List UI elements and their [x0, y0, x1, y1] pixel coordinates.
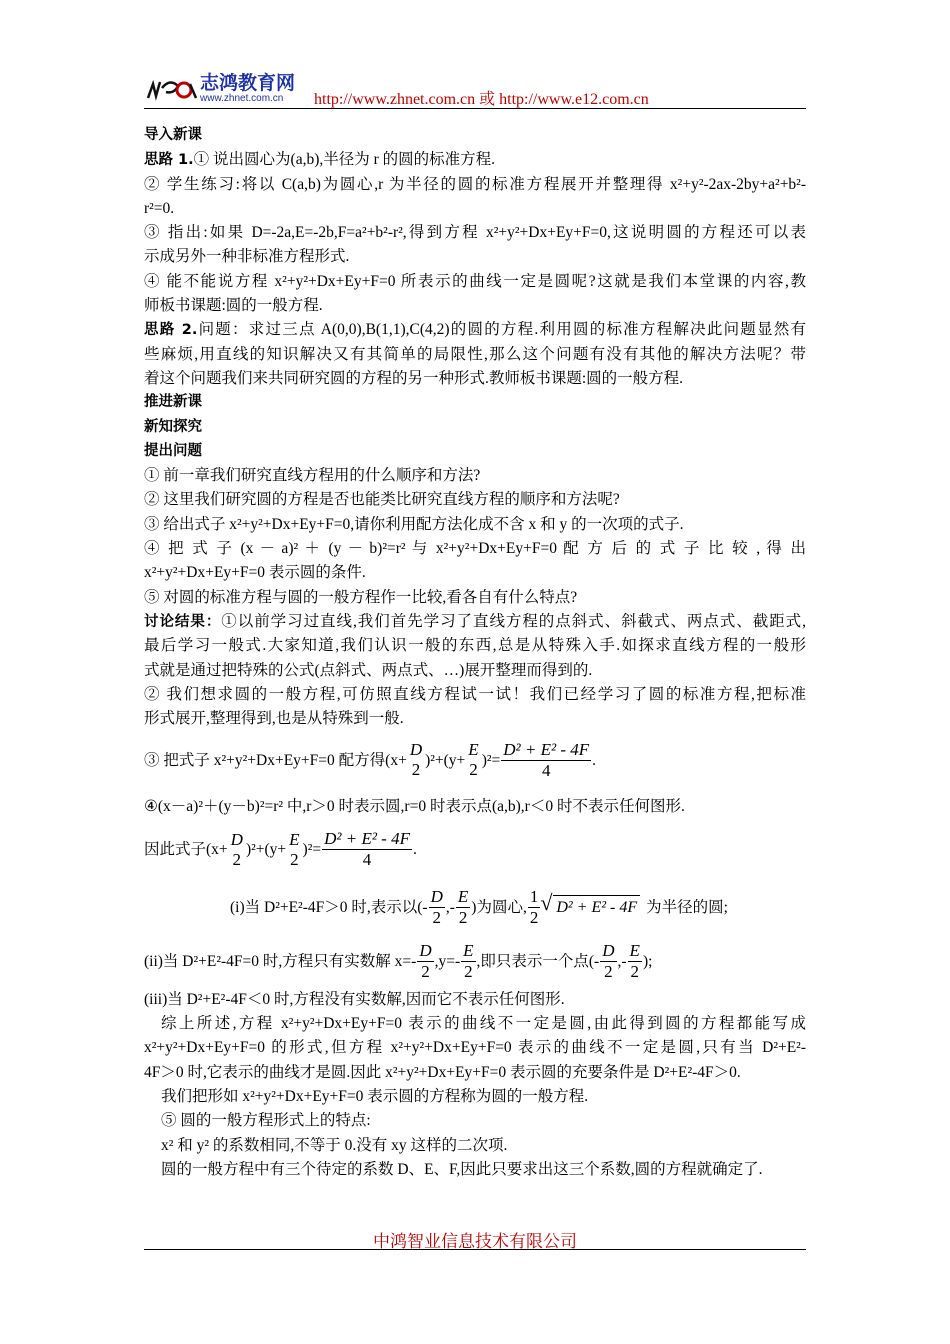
case-ii — [144, 936, 806, 988]
therefore-formula — [144, 820, 806, 880]
fraction-d-over-2: $\frac{D}{2}$ — [430, 887, 443, 928]
fraction-discriminant-over-4: $\frac{\text{D² + E² - 4F}}{4}$ — [324, 829, 410, 870]
discussion-4: ④(x－a)²＋(y－b)²=r² 中,r＞0 时表示圆,r=0 时表示点(a,b),r＜0 时不表示任何图形. — [144, 798, 685, 816]
fraction-e-over-2: $\frac{E}{2}$ — [629, 941, 640, 982]
heading-explore: 新知探究 — [144, 418, 202, 435]
para-4b: 师板书课题:圆的一般方程. — [144, 297, 323, 315]
t-end: . — [412, 840, 417, 858]
para-3b: 示成另外一种非标准方程形式. — [144, 248, 350, 266]
case-i-mid: )为圆心, — [471, 898, 527, 916]
definition: 我们把形如 x²+y²+Dx+Ey+F=0 表示圆的方程称为圆的一般方程. — [161, 1087, 589, 1105]
d3-mid2: )²= — [481, 751, 501, 769]
case-ii-pre: (ii)当 D²+E²-4F=0 时,方程只有实数解 x=- — [144, 952, 417, 970]
t-mid1: )²+(y+ — [245, 840, 287, 858]
question-4a: ④ 把 式 子 (x － a)² ＋ (y － b)²=r² 与 x²+y²+Dx+Ey+F=0 配 方 后 的 式 子 比 较 , 得 出 — [144, 540, 806, 558]
discussion-label: 讨论结果： — [144, 613, 222, 630]
heading-questions: 提出问题 — [144, 442, 202, 459]
discussion-1b: 最后学习一般式.大家知道,我们认识一般的东西,总是从特殊入手.如探求直线方程的一般形 — [144, 637, 806, 655]
fraction-discriminant-over-4: $\frac{\text{D² + E² - 4F}}{4}$ — [503, 739, 590, 780]
idea-1-label: 思路 1. — [144, 152, 194, 169]
case-i-pre: (i)当 D²+E²-4F＞0 时,表示以(- — [230, 898, 428, 916]
idea-2a — [144, 318, 806, 342]
idea-1 — [144, 148, 806, 172]
question-3: ③ 给出式子 x²+y²+Dx+Ey+F=0,请你利用配方法化成不含 x 和 y 的一次项的式子. — [144, 515, 684, 533]
idea-1-text: ① 说出圆心为(a,b),半径为 r 的圆的标准方程. — [193, 151, 496, 169]
idea-2c: 着这个问题我们来共同研究圆的方程的另一种形式.教师板书课题:圆的一般方程. — [144, 369, 684, 387]
header-divider — [144, 108, 806, 109]
case-ii-mid: ,y=- — [434, 952, 461, 970]
d3-end: . — [592, 751, 596, 769]
fraction-e-over-2: $\frac{E}{2}$ — [463, 941, 474, 982]
logo-url: www.zhnet.com.cn — [200, 93, 284, 104]
d3-pre: ③ 把式子 x²+y²+Dx+Ey+F=0 配方得(x+ — [144, 751, 407, 769]
feature-5b: 圆的一般方程中有三个待定的系数 D、E、F,因此只要求出这三个系数,圆的方程就确定了. — [161, 1160, 763, 1178]
fraction-d-over-2: D 2 — [230, 829, 243, 869]
page-header — [144, 62, 806, 110]
para-2b: r²=0. — [144, 199, 175, 217]
discussion-1c: 式就是通过把特殊的公式(点斜式、两点式、…)展开整理而得到的. — [144, 661, 593, 679]
question-1: ① 前一章我们研究直线方程用的什么顺序和方法? — [144, 467, 481, 485]
summary-c: 4F＞0 时,它表示的曲线才是圆.因此 x²+y²+Dx+Ey+F=0 表示圆的充要条件是 D²+E²-4F＞0. — [144, 1063, 741, 1081]
heading-advance: 推进新课 — [144, 394, 202, 411]
feature-5: ⑤ 圆的一般方程形式上的特点: — [161, 1112, 371, 1130]
question-4b: x²+y²+Dx+Ey+F=0 表示圆的条件. — [144, 564, 366, 582]
case-ii-mid2: ,即只表示一个点(- — [476, 952, 600, 970]
fraction-e-over-2: $\frac{E}{2}$ — [457, 887, 469, 928]
discussion-1a — [144, 610, 806, 634]
document-body — [144, 124, 806, 1182]
discussion-2b: 形式展开,整理得到,也是从特殊到一般. — [144, 710, 404, 728]
case-i-end: 为半径的圆; — [646, 898, 728, 916]
case-iii: (iii)当 D²+E²-4F＜0 时,方程没有实数解,因而它不表示任何图形. — [144, 990, 565, 1008]
t-mid2: )²= — [302, 840, 322, 858]
case-i-comma: ,- — [445, 898, 455, 916]
fraction-d-over-2: $\frac{D}{2}$ — [602, 941, 615, 982]
question-2: ② 这里我们研究圆的方程是否也能类比研究直线方程的顺序和方法呢? — [144, 491, 620, 509]
case-ii-end: ); — [642, 952, 653, 970]
fraction-d-over-2: $\frac{D}{2}$ — [419, 941, 432, 982]
idea-2-label: 思路 2. — [144, 322, 198, 339]
logo-swoosh-icon — [144, 72, 198, 106]
d3-mid1: )²+(y+ — [425, 751, 466, 769]
summary-b: x²+y²+Dx+Ey+F=0 的形式,但方程 x²+y²+Dx+Ey+F=0 表示的曲线不一定是圆,只有当 D²+E²- — [144, 1039, 806, 1057]
fraction-d-over-2: D 2 — [409, 740, 423, 780]
logo-title: 志鸿教育网 — [200, 72, 296, 94]
discussion-1a-text: ①以前学习过直线,我们首先学习了直线方程的点斜式、斜截式、两点式、截距式, — [221, 612, 806, 630]
question-5: ⑤ 对圆的标准方程与圆的一般方程作一比较,看各自有什么特点? — [144, 588, 578, 606]
case-ii-comma: ,- — [617, 952, 627, 970]
footer-divider — [144, 1249, 806, 1250]
para-3a: ③ 指出:如果 D=-2a,E=-2b,F=a²+b²-r²,得到方程 x²+y²+Dx+Ey+F=0,这说明圆的方程还可以表 — [144, 224, 806, 242]
summary-a: 综上所述,方程 x²+y²+Dx+Ey+F=0 表示的曲线不一定是圆,由此得到圆的方程都能写成 — [161, 1015, 806, 1033]
fraction-e-over-2: E 2 — [289, 829, 300, 869]
fraction-one-half: $\frac{1}{2}$ — [529, 887, 539, 928]
sqrt-discriminant: √ D² + E² - 4F — [553, 895, 640, 920]
site-logo[interactable] — [144, 68, 314, 108]
discussion-2a: ② 我们想求圆的一般方程,可仿照直线方程试一试！我们已经学习了圆的标准方程,把标准 — [144, 685, 806, 703]
idea-2b: 些麻烦,用直线的知识解决又有其简单的局限性,那么这个问题有没有其他的解决方法呢？带 — [144, 345, 806, 363]
para-2a: ② 学生练习:将以 C(a,b)为圆心,r 为半径的圆的标准方程展开并整理得 x²+y²-2ax-2by+a²+b²- — [144, 175, 806, 193]
header-links[interactable]: http://www.zhnet.com.cn 或 http://www.e12.com.cn — [314, 91, 649, 108]
discussion-3-formula — [144, 731, 806, 789]
para-4a: ④ 能不能说方程 x²+y²+Dx+Ey+F=0 所表示的曲线一定是圆呢?这就是我们本堂课的内容,教 — [144, 272, 806, 290]
t-pre: 因此式子(x+ — [144, 840, 228, 858]
feature-5a: x² 和 y² 的系数相同,不等于 0.没有 xy 这样的二次项. — [161, 1136, 508, 1154]
fraction-e-over-2: E 2 — [468, 740, 479, 780]
idea-2-text: 问题：求过三点 A(0,0),B(1,1),C(4,2)的圆的方程.利用圆的标准方程解决此问题显然有 — [197, 321, 806, 339]
case-i — [144, 880, 806, 936]
heading-intro: 导入新课 — [144, 127, 202, 143]
footer-company: 中鸿智业信息技术有限公司 — [373, 1232, 577, 1251]
